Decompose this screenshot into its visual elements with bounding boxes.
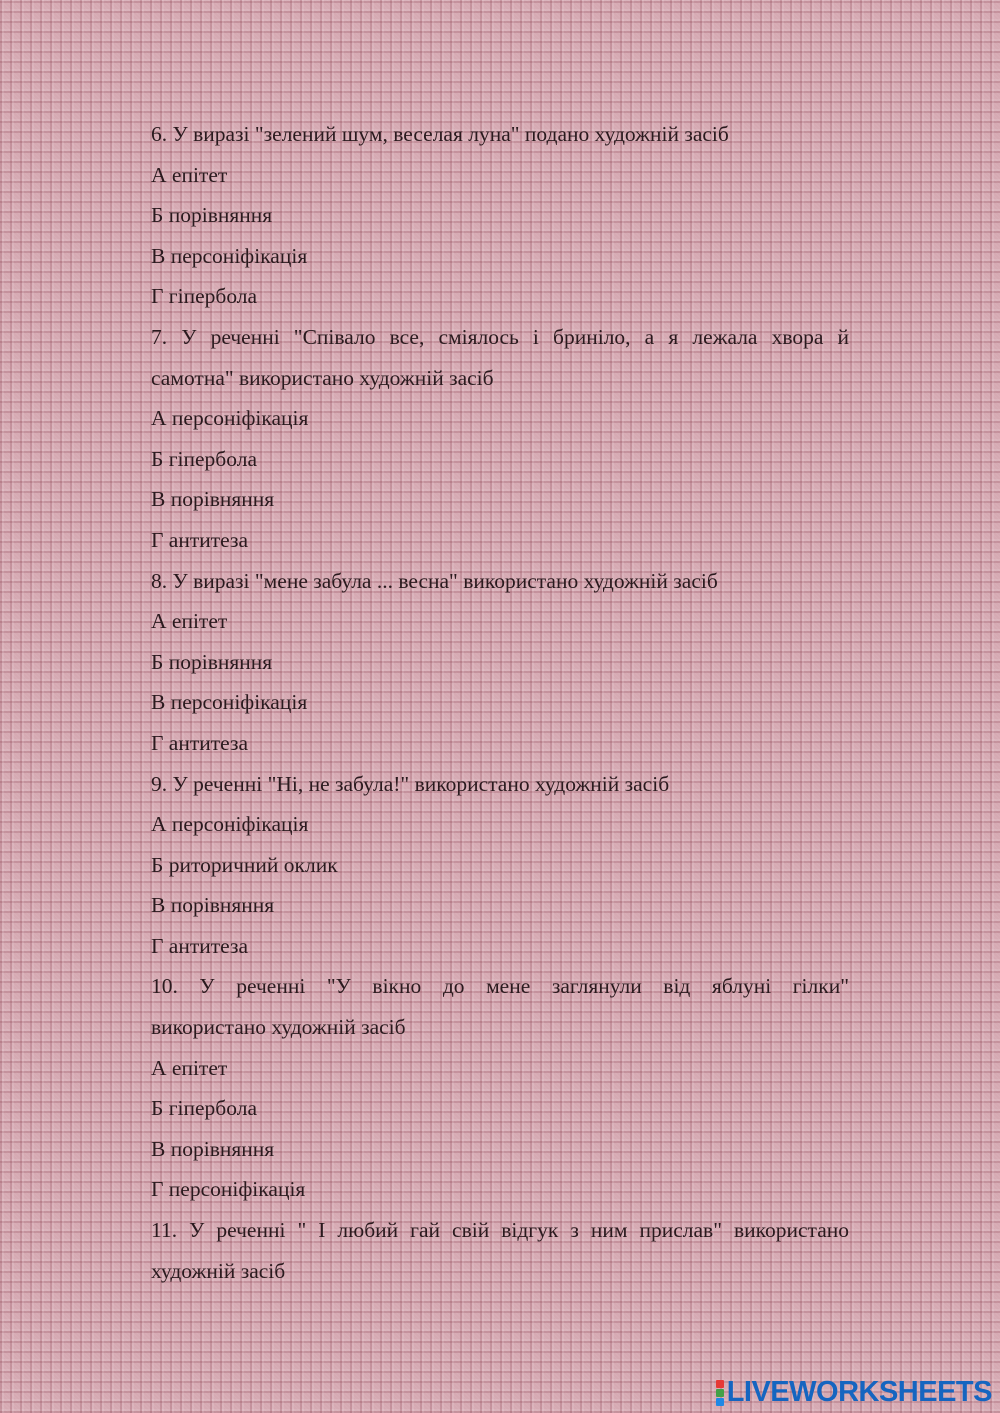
logo-cube	[716, 1398, 724, 1406]
answer-option: В порівняння	[151, 893, 275, 918]
logo-cube	[716, 1389, 724, 1397]
question-text: 9. У реченні "Ні, не забула!" використано художній засіб	[151, 771, 670, 796]
question-text: художній засіб	[151, 1258, 286, 1283]
answer-option: В персоніфікація	[151, 690, 308, 715]
answer-option: А персоніфікація	[151, 812, 309, 837]
answer-option: А персоніфікація	[151, 406, 309, 431]
answer-option: В порівняння	[151, 1136, 275, 1161]
answer-option: А епітет	[151, 609, 228, 634]
question-text: 6. У виразі "зелений шум, веселая луна" подано художній засіб	[151, 122, 729, 146]
answer-option: Г гіпербола	[151, 284, 258, 309]
liveworksheets-logo	[716, 1378, 992, 1407]
answer-option: Б порівняння	[151, 203, 273, 228]
answer-option: Г персоніфікація	[151, 1177, 306, 1202]
question-text: самотна" використано художній засіб	[151, 365, 494, 390]
question-text: 7. У реченні "Співало все, сміялось і бриніло, а я лежала хвора й	[151, 324, 849, 349]
answer-option: А епітет	[151, 1055, 228, 1080]
answer-option: Г антитеза	[151, 730, 248, 755]
logo-cube	[716, 1380, 724, 1388]
answer-option: Б гіпербола	[151, 1096, 257, 1121]
question-text: 8. У виразі "мене забула ... весна" використано художній засіб	[151, 568, 718, 593]
question-text: використано художній засіб	[151, 1015, 406, 1040]
answer-option: А епітет	[151, 162, 228, 187]
answer-option: Б риторичний оклик	[151, 852, 338, 877]
question-text: 10. У реченні "У вікно до мене заглянули від яблуні гілки"	[151, 974, 849, 999]
answer-option: Б порівняння	[151, 649, 273, 674]
logo-text: LIVEWORKSHEETS	[726, 1376, 992, 1408]
answer-option: Б гіпербола	[151, 446, 257, 471]
answer-option: В персоніфікація	[151, 243, 308, 268]
question-text: 11. У реченні " І любий гай свій відгук з ним прислав" використано	[151, 1218, 849, 1243]
answer-option: Г антитеза	[151, 933, 248, 958]
answer-option: В порівняння	[151, 487, 275, 512]
answer-option: Г антитеза	[151, 527, 248, 552]
liveworksheets-cubes-icon	[716, 1380, 724, 1406]
worksheet-content	[151, 114, 849, 1291]
